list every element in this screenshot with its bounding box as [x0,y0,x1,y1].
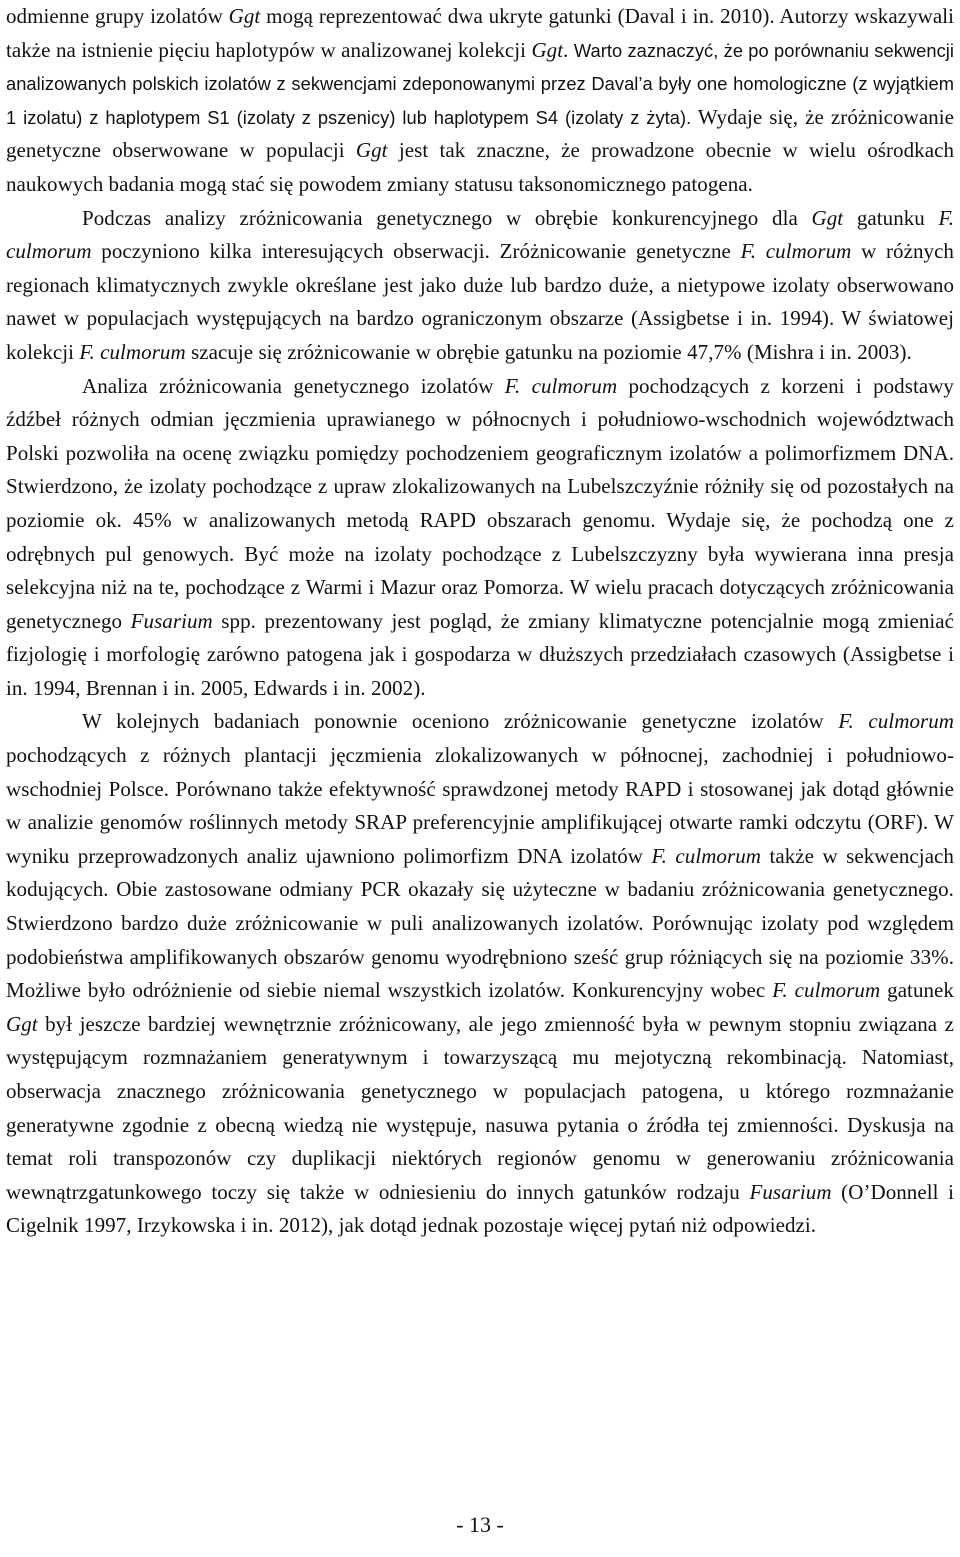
italic-term: F. culmorum [504,373,618,398]
italic-term: F. culmorum [838,709,954,734]
paragraph [6,705,954,1243]
text-run: Analiza zróżnicowania genetycznego izolatów [82,373,505,398]
text-run: Warto zaznaczyć, że po porównaniu sekwencji analizowanych polskich izolatów z sekwencjami zdeponowanymi przez Daval’a były one homologiczne (z wyjątkiem 1 izolatu) z haplotypem S1 (izolaty z pszenicy) lub haplotypem S4 (izolaty z żyta). [6,39,954,128]
italic-term: F. culmorum [772,978,881,1003]
italic-term: F. culmorum [651,843,761,868]
text-run: był jeszcze bardziej wewnętrznie zróżnicowany, ale jego zmienność była w pewnym stopniu związana z występującym rozmnażaniem generatywnym i towarzyszącą mu mejotyczną rekombinacją. Natomiast, obserwacja znacznego zróżnicowania genetycznego w populacjach patogena, u którego rozmnażanie generatywne zgodnie z obecną wiedzą nie występuje, nasuwa pytania o źródła tej zmienności. Dyskusja na temat roli transpozonów czy duplikacji niektórych regionów genomu w generowaniu zróżnicowania wewnątrzgatunkowego toczy się także w odniesieniu do innych gatunków rodzaju [6,1011,954,1204]
text-run: gatunek [880,978,954,1003]
body-text [6,0,954,1243]
text-run: także w sekwencjach kodujących. Obie zastosowane odmiany PCR okazały się użyteczne w badaniu zróżnicowania genetycznego. Stwierdzono bardzo duże zróżnicowanie w puli analizowanych izolatów. Porównując izolaty pod względem podobieństwa amplifikowanych obszarów genomu wyodrębniono sześć grup różniących się na poziomie 33%. Możliwe było odróżnienie od siebie niemal wszystkich izolatów. Konkurencyjny wobec [6,843,954,1003]
text-run: mogą reprezentować dwa ukryte gatunki (Daval i in. 2010). Autorzy wskazywali także na istnienie pięciu haplotypów w analizowanej kolekcji [6,4,954,62]
italic-term: Ggt [6,1011,38,1036]
text-run: odmienne grupy izolatów [6,4,229,28]
italic-term: Ggt [811,205,844,230]
text-run: Podczas analizy zróżnicowania genetycznego w obrębie konkurencyjnego dla [82,205,812,230]
italic-term: Ggt [355,138,388,163]
italic-term: F. culmorum [6,205,955,264]
text-run: pochodzących z korzeni i podstawy źdźbeł różnych odmian jęczmienia uprawianego w północnych i południowo-wschodnich województwach Polski pozwoliła na ocenę związku pomiędzy pochodzeniem geograficznym izolatów a polimorfizmem DNA. Stwierdzono, że izolaty pochodzące z upraw zlokalizowanych na Lubelszczyźnie różniły się od pozostałych na poziomie ok. 45% w analizowanych metodą RAPD obszarach genomu. Wydaje się, że pochodzą one z odrębnych pul genowych. Być może na izolaty pochodzące z Lubelszczyzny była wywierana inna presja selekcyjna niż na te, pochodzące z Warmi i Mazur oraz Pomorza. W wielu pracach dotyczących zróżnicowania genetycznego [6,373,954,633]
text-run: poczyniono kilka interesujących obserwacji. Zróżnicowanie genetyczne [91,239,741,264]
text-run: W kolejnych badaniach ponownie oceniono zróżnicowanie genetyczne izolatów [82,709,839,734]
italic-term: Fusarium [749,1179,832,1204]
text-run: pochodzących z różnych plantacji jęczmienia zlokalizowanych w północnej, zachodniej i południowo-wschodniej Polsce. Porównano także efektywność sprawdzonej metody RAPD i stosowanej jak dotąd głównie w analizie genomów roślinnych metody SRAP preferencyjnie amplifikującej otwarte ramki odczytu (ORF). W wyniku przeprowadzonych analiz ujawniono polimorfizm DNA izolatów [6,743,954,868]
text-run: spp. prezentowany jest pogląd, że zmiany klimatyczne potencjalnie mogą zmieniać fizjologię i morfologię zarówno patogena jak i gospodarza w dłuższych przedziałach czasowych (Assigbetse i in. 1994, Brennan i in. 2005, Edwards i in. 2002). [6,608,955,700]
paragraph [6,202,954,370]
text-run: jest tak znaczne, że prowadzone obecnie w wielu ośrodkach naukowych badania mogą stać się powodem zmiany statusu taksonomicznego patogena. [6,138,954,196]
italic-term: Ggt [228,4,261,28]
text-run: gatunku [843,205,939,230]
italic-term: Fusarium [130,608,213,633]
text-run: Wydaje się, że zróżnicowanie genetyczne obserwowane w populacji [6,104,954,163]
paragraph [6,0,954,202]
text-run: w różnych regionach klimatycznych zwykle określane jest jako duże lub bardzo duże, a nietypowe izolaty obserwowano nawet w populacjach występujących na bardzo ograniczonym obszarze (Assigbetse i in. 1994). W światowej kolekcji [6,239,954,364]
italic-term: Ggt [531,37,564,62]
italic-term: F. culmorum [740,239,852,264]
italic-term: F. culmorum [79,339,186,364]
document-page [6,0,954,1243]
paragraph [6,370,954,706]
text-run: . [563,37,574,62]
text-run: (O’Donnell i Cigelnik 1997, Irzykowska i in. 2012), jak dotąd jednak pozostaje więcej pytań niż odpowiedzi. [6,1179,955,1238]
text-run: szacuje się zróżnicowanie w obrębie gatunku na poziomie 47,7% (Mishra i in. 2003). [185,339,912,364]
page-number: - 13 - [456,1512,504,1537]
